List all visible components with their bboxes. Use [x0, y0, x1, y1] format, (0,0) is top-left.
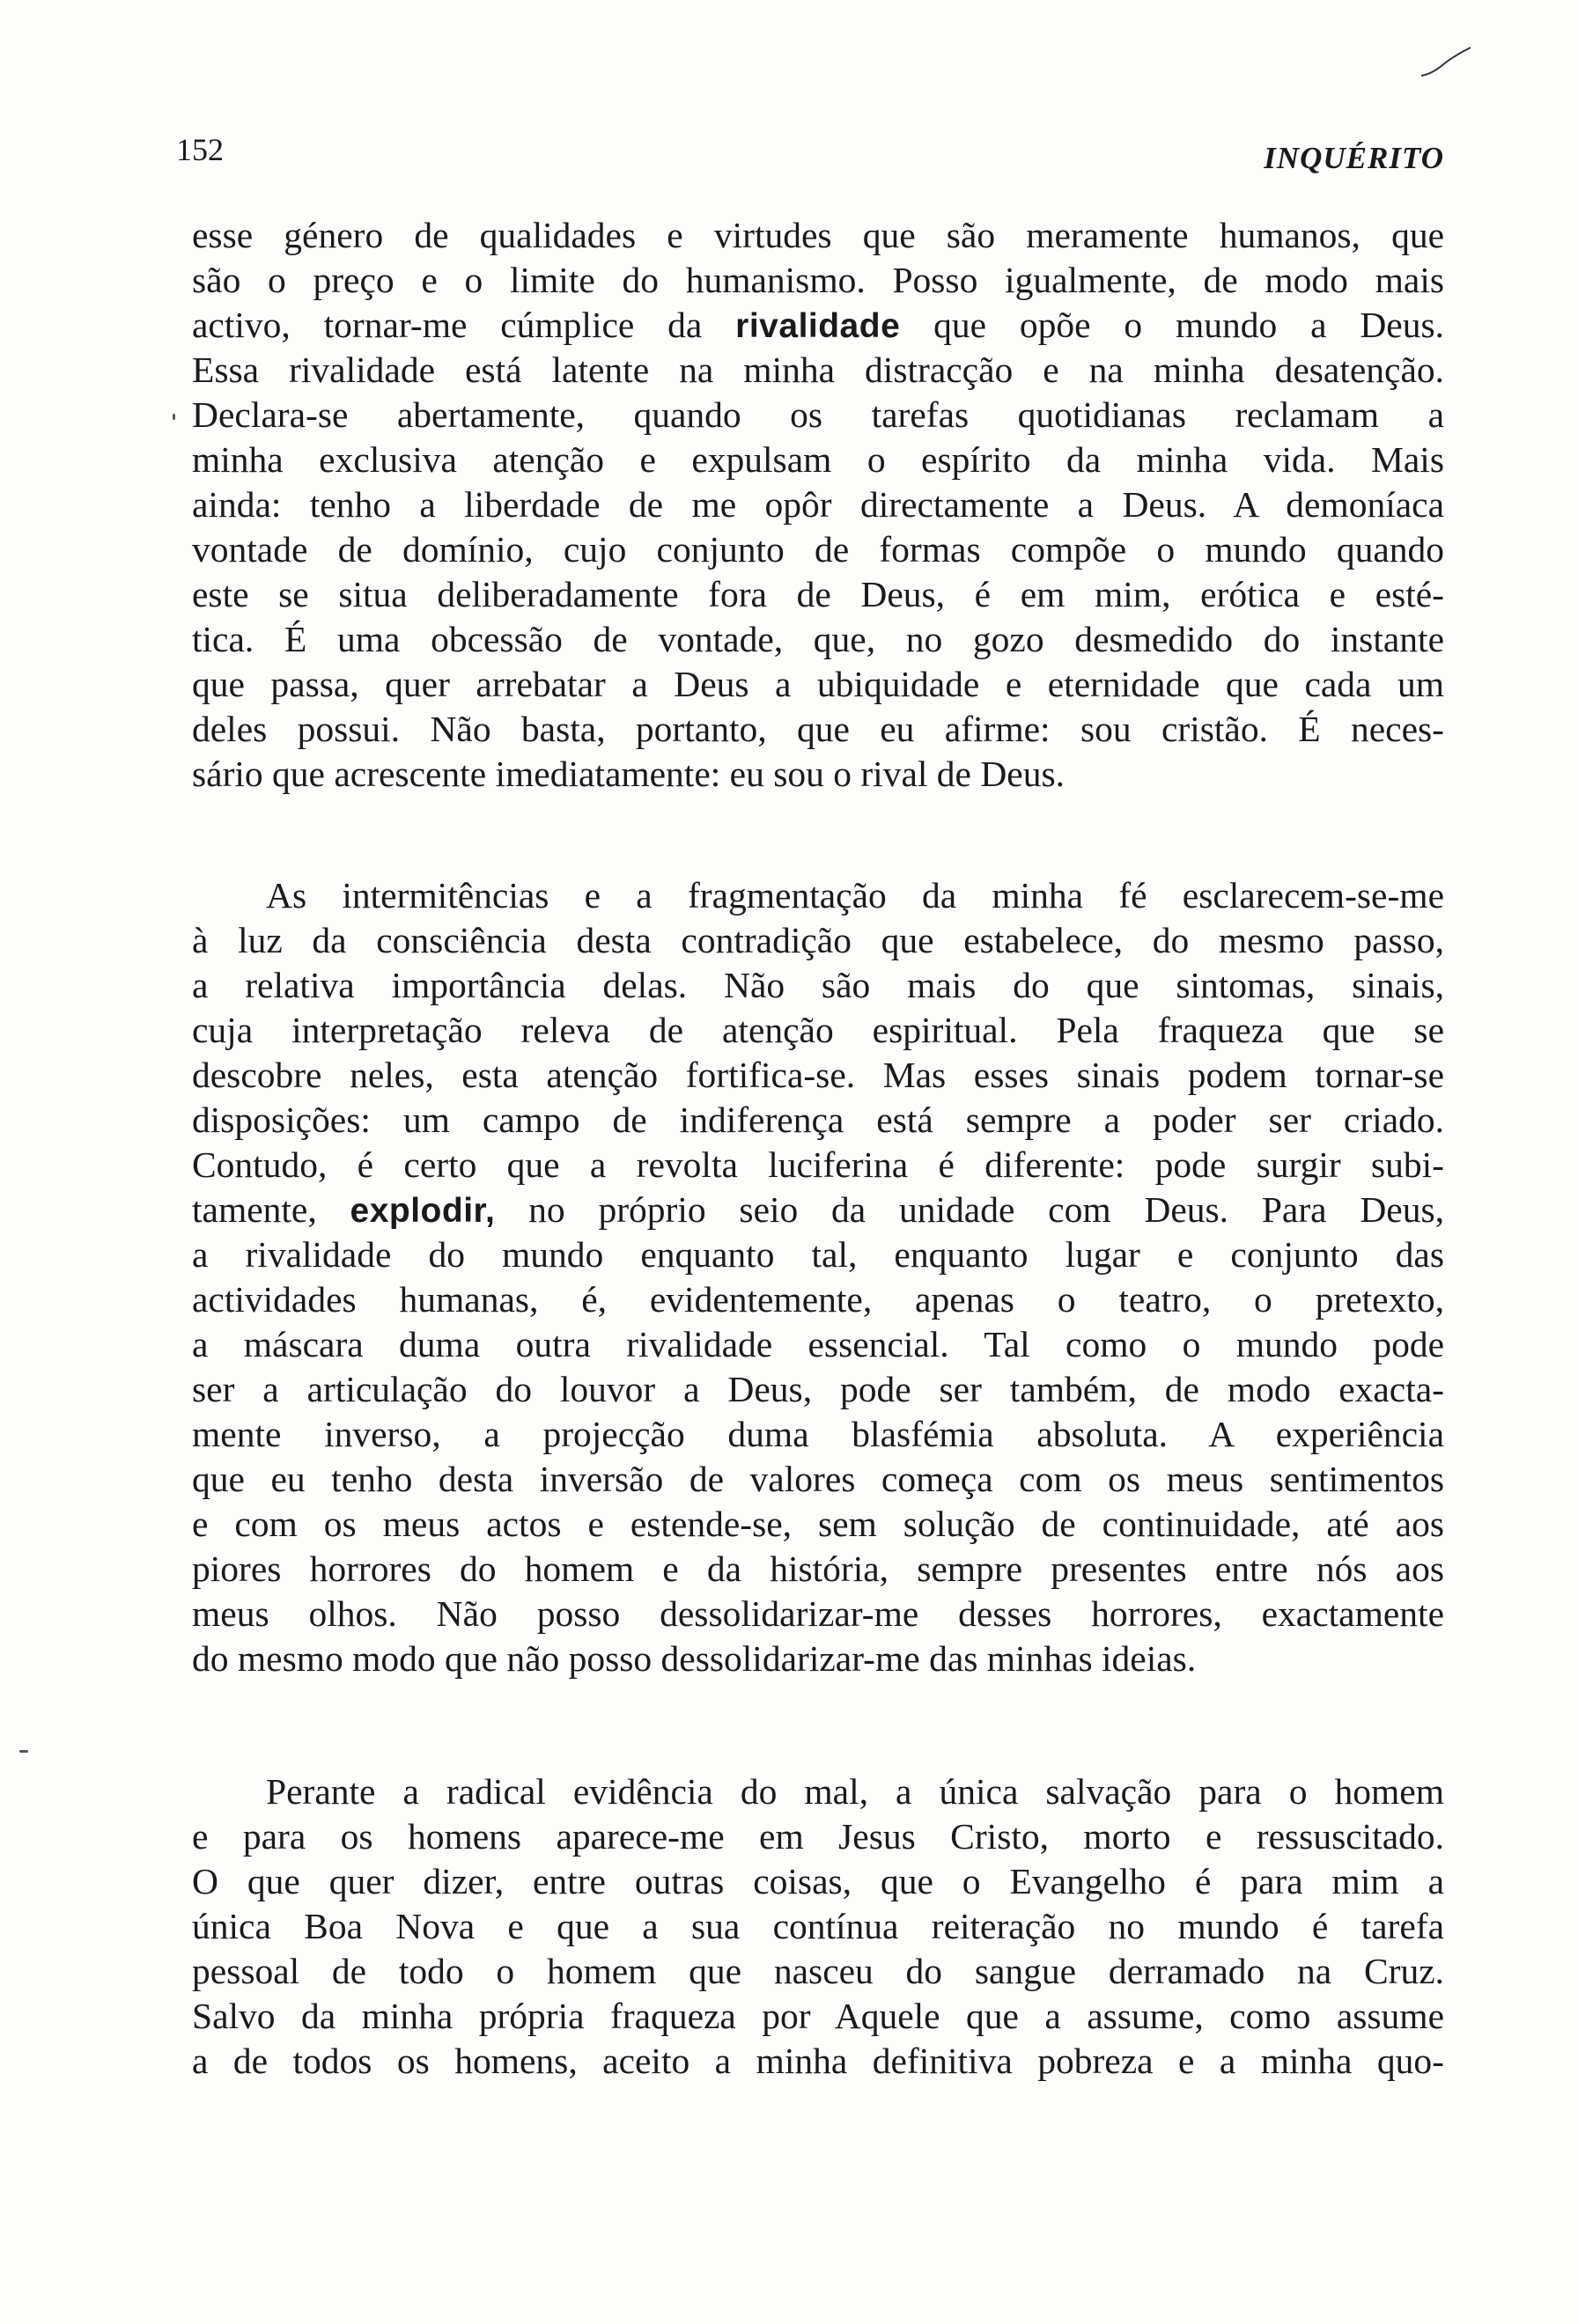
- text-line: [192, 1367, 1444, 1412]
- text-line: [192, 1636, 1444, 1681]
- text-run: Perante a radical evidência do mal, a única salvação para o homem: [266, 1771, 1444, 1812]
- text-run: esse género de qualidades e virtudes que são meramente humanos, que: [192, 215, 1444, 255]
- text-run: a relativa importância delas. Não são mais do que sintomas, sinais,: [192, 965, 1444, 1005]
- stray-mark: [173, 414, 175, 420]
- text-line: [192, 1322, 1444, 1367]
- text-line: [192, 873, 1444, 918]
- text-line: [192, 572, 1444, 617]
- text-line: [192, 963, 1444, 1008]
- text-run: O que quer dizer, entre outras coisas, que o Evangelho é para mim a: [192, 1861, 1444, 1901]
- text-line: [192, 348, 1444, 393]
- text-line: [192, 1904, 1444, 1949]
- text-run: minha exclusiva atenção e expulsam o espírito da minha vida. Mais: [192, 439, 1444, 480]
- text-run: vontade de domínio, cujo conjunto de formas compõe o mundo quando: [192, 529, 1444, 570]
- text-run: activo, tornar-me cúmplice da: [192, 305, 736, 345]
- text-line: [192, 1098, 1444, 1143]
- running-head: INQUÉRITO: [1264, 141, 1444, 175]
- text-run: ainda: tenho a liberdade de me opôr directamente a Deus. A demoníaca: [192, 484, 1444, 525]
- text-line: [192, 1949, 1444, 1994]
- text-line: [192, 1859, 1444, 1904]
- text-run: Declara-se abertamente, quando os tarefas quotidianas reclamam a: [192, 394, 1444, 435]
- text-run: que opõe o mundo a Deus.: [900, 305, 1444, 345]
- text-line: [192, 1994, 1444, 2039]
- text-line: [192, 1814, 1444, 1859]
- bold-term: explodir,: [350, 1192, 496, 1230]
- text-run: e com os meus actos e estende-se, sem solução de continuidade, até aos: [192, 1504, 1444, 1544]
- text-run: Contudo, é certo que a revolta luciferina é diferente: pode surgir subi-: [192, 1144, 1444, 1185]
- text-run: que passa, quer arrebatar a Deus a ubiquidade e eternidade que cada um: [192, 664, 1444, 704]
- text-run: e para os homens aparece-me em Jesus Cristo, morto e ressuscitado.: [192, 1816, 1444, 1857]
- text-run: cuja interpretação releva de atenção espiritual. Pela fraqueza que se: [192, 1010, 1444, 1050]
- text-run: este se situa deliberadamente fora de Deus, é em mim, erótica e esté-: [192, 574, 1444, 614]
- text-run: deles possui. Não basta, portanto, que eu afirme: sou cristão. É neces-: [192, 709, 1444, 749]
- stray-mark: [19, 1750, 28, 1753]
- text-run: mente inverso, a projecção duma blasfémia absoluta. A experiência: [192, 1414, 1444, 1454]
- text-run: à luz da consciência desta contradição que estabelece, do mesmo passo,: [192, 920, 1444, 960]
- text-line: [192, 918, 1444, 963]
- text-run: no próprio seio da unidade com Deus. Para Deus,: [495, 1189, 1445, 1230]
- text-line: [192, 1547, 1444, 1592]
- paragraph-3: [192, 1769, 1444, 2084]
- text-line: [192, 1008, 1444, 1053]
- text-run: ser a articulação do louvor a Deus, pode ser também, de modo exacta-: [192, 1369, 1444, 1409]
- text-run: disposições: um campo de indiferença está sempre a poder ser criado.: [192, 1099, 1444, 1140]
- text-line: [192, 1188, 1444, 1232]
- text-run: única Boa Nova e que a sua contínua reiteração no mundo é tarefa: [192, 1906, 1444, 1946]
- text-line: [192, 752, 1444, 797]
- text-line: [192, 1457, 1444, 1502]
- text-line: [192, 1502, 1444, 1547]
- text-line: [192, 1053, 1444, 1098]
- text-run: a rivalidade do mundo enquanto tal, enquanto lugar e conjunto das: [192, 1234, 1444, 1275]
- text-run: meus olhos. Não posso dessolidarizar-me desses horrores, exactamente: [192, 1593, 1444, 1634]
- text-run: piores horrores do homem e da história, sempre presentes entre nós aos: [192, 1548, 1444, 1589]
- text-run: sário que acrescente imediatamente: eu sou o rival de Deus.: [192, 754, 1065, 794]
- text-line: [192, 438, 1444, 482]
- text-run: As intermitências e a fragmentação da minha fé esclarecem-se-me: [266, 875, 1444, 916]
- text-line: [192, 213, 1444, 258]
- text-run: Salvo da minha própria fraqueza por Aquele que a assume, como assume: [192, 1996, 1444, 2036]
- text-run: descobre neles, esta atenção fortifica-se. Mas esses sinais podem tornar-se: [192, 1055, 1444, 1095]
- text-run: a máscara duma outra rivalidade essencial. Tal como o mundo pode: [192, 1324, 1444, 1364]
- text-run: que eu tenho desta inversão de valores começa com os meus sentimentos: [192, 1459, 1444, 1499]
- text-line: [192, 393, 1444, 438]
- text-line: [192, 1143, 1444, 1188]
- text-line: [192, 1769, 1444, 1814]
- text-run: são o preço e o limite do humanismo. Posso igualmente, de modo mais: [192, 260, 1444, 300]
- text-line: [192, 662, 1444, 707]
- text-line: [192, 303, 1444, 348]
- text-line: [192, 482, 1444, 527]
- paragraph-2: [192, 873, 1444, 1681]
- text-run: Essa rivalidade está latente na minha distracção e na minha desatenção.: [192, 349, 1444, 390]
- text-line: [192, 1277, 1444, 1322]
- text-line: [192, 1412, 1444, 1457]
- text-line: [192, 617, 1444, 662]
- text-line: [192, 258, 1444, 303]
- text-line: [192, 1592, 1444, 1636]
- page-number: 152: [176, 132, 224, 167]
- text-run: do mesmo modo que não posso dessolidarizar-me das minhas ideias.: [192, 1638, 1197, 1679]
- text-run: tica. É uma obcessão de vontade, que, no gozo desmedido do instante: [192, 619, 1444, 659]
- text-line: [192, 1232, 1444, 1277]
- bold-term: rivalidade: [735, 307, 901, 345]
- paragraph-1: [192, 213, 1444, 797]
- text-run: a de todos os homens, aceito a minha definitiva pobreza e a minha quo-: [192, 2041, 1444, 2081]
- text-line: [192, 707, 1444, 752]
- text-run: pessoal de todo o homem que nasceu do sangue derramado na Cruz.: [192, 1951, 1444, 1991]
- text-line: [192, 2039, 1444, 2084]
- pencil-mark: [1419, 44, 1472, 79]
- text-line: [192, 527, 1444, 572]
- text-run: actividades humanas, é, evidentemente, apenas o teatro, o pretexto,: [192, 1279, 1444, 1320]
- text-run: tamente,: [192, 1189, 350, 1230]
